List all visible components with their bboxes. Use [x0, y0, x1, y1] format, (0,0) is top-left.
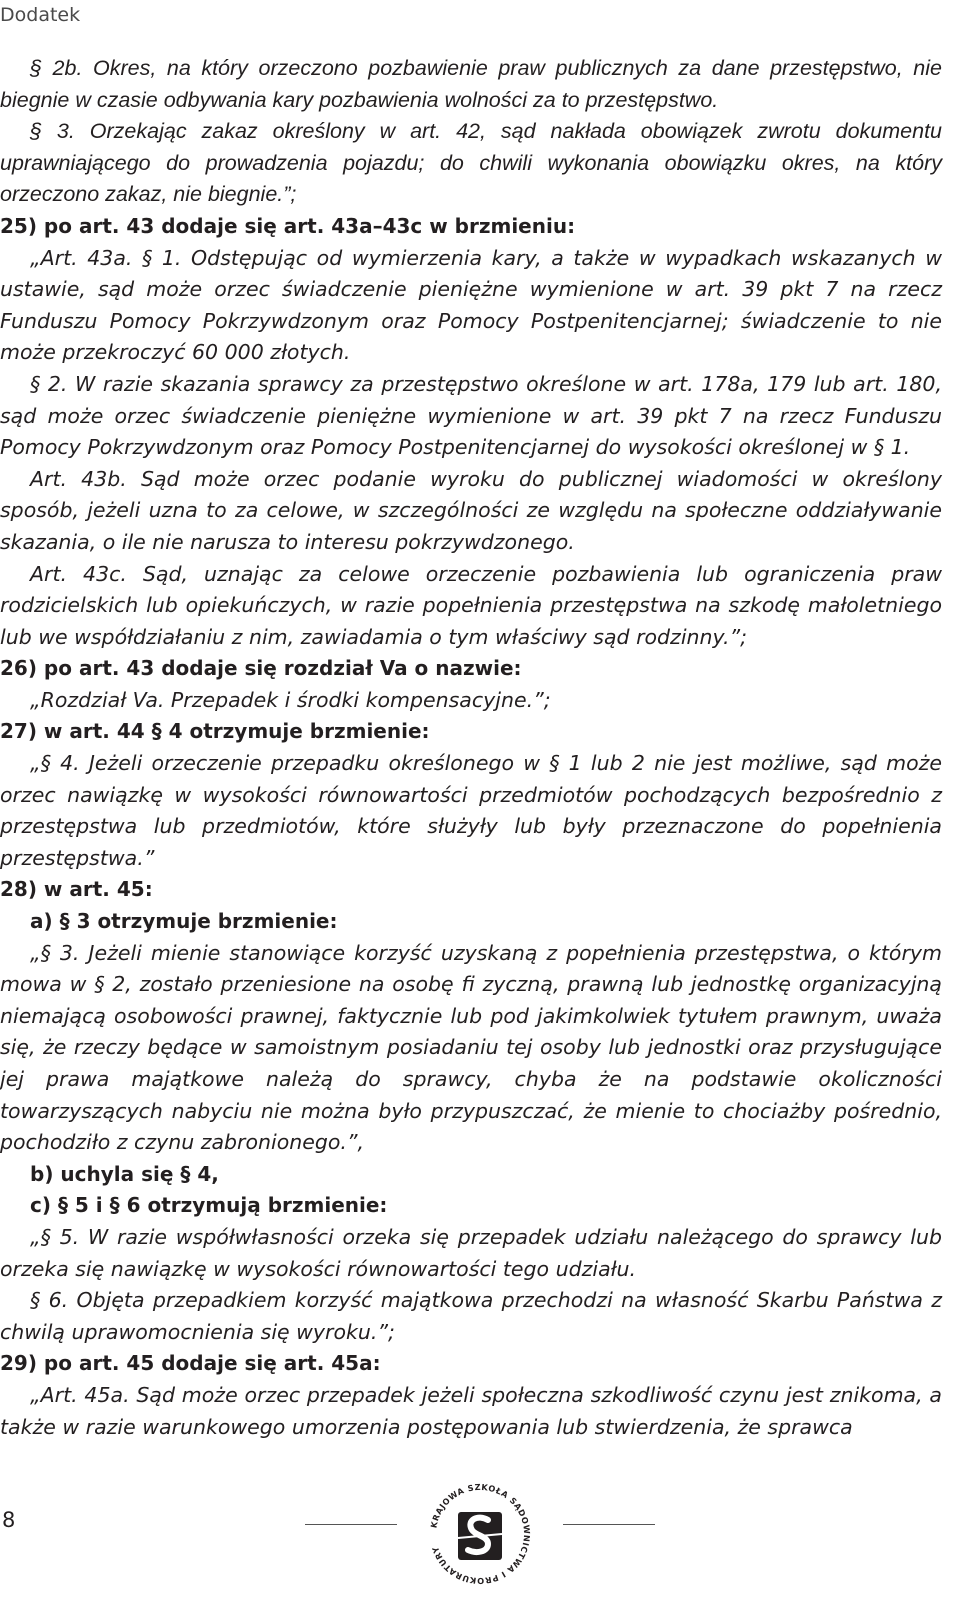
amendment-heading: 28) w art. 45: [0, 877, 153, 902]
paragraph: „Rozdział Va. Przepadek i środki kompensacyjne.”; [30, 687, 551, 712]
svg-text:KRAJOWA SZKOŁA SĄDOWNICTWA I P: KRAJOWA SZKOŁA SĄDOWNICTWA I PROKURATURY [428, 1481, 533, 1587]
amendment-heading: b) uchyla się § 4, [30, 1161, 219, 1186]
paragraph: „§ 4. Jeżeli orzeczenie przepadku określonego w § 1 lub 2 nie jest możliwe, sąd może orzec nawiązkę w wysokości równowartości przedmiotów pochodzących bezpośrednio z przestępstwa lub przedmiotów, które służyły lub były przeznaczone do popełnienia przestępstwa.” [0, 751, 942, 870]
paragraph: § 3. Orzekając zakaz określony w art. 42, sąd nakłada obowiązek zwrotu dokumentu uprawniającego do prowadzenia pojazdu; do chwili wykonania obowiązku okres, na który orzeczono zakaz, nie biegnie.”; [0, 119, 942, 207]
amendment-heading: a) § 3 otrzymuje brzmienie: [30, 909, 338, 934]
amendment-heading: 26) po art. 43 dodaje się rozdział Va o nazwie: [0, 656, 522, 681]
paragraph: Art. 43b. Sąd może orzec podanie wyroku do publicznej wiadomości w określony sposób, jeżeli uzna to za celowe, w szczególności ze względu na społeczne oddziaływanie skazania, o ile nie narusza to interesu pokrzywdzonego. [0, 466, 942, 554]
paragraph: „Art. 45a. Sąd może orzec przepadek jeżeli społeczna szkodliwość czynu jest znikoma, a także w razie warunkowego umorzenia postępowania lub stwierdzenia, że sprawca [0, 1382, 942, 1439]
document-body [0, 53, 942, 1443]
paragraph: Art. 43c. Sąd, uznając za celowe orzeczenie pozbawienia lub ograniczenia praw rodzicielskich lub opiekuńczych, w razie popełnienia przestępstwa na szkodę małoletniego lub we współdziałaniu z nim, zawiadamia o tym właściwy sąd rodzinny.”; [0, 561, 942, 649]
amendment-heading: c) § 5 i § 6 otrzymują brzmienie: [30, 1193, 388, 1218]
amendment-heading: 29) po art. 45 dodaje się art. 45a: [0, 1351, 381, 1376]
running-header: Dodatek [0, 4, 81, 26]
amendment-heading: 25) po art. 43 dodaje się art. 43a–43c w brzmieniu: [0, 213, 576, 238]
paragraph: „§ 5. W razie współwłasności orzeka się przepadek udziału należącego do sprawcy lub orzeka się nawiązkę w wysokości równowartości tego udziału. [0, 1224, 942, 1281]
paragraph: § 6. Objęta przepadkiem korzyść majątkowa przechodzi na własność Skarbu Państwa z chwilą uprawomocnienia się wyroku.”; [0, 1288, 942, 1344]
footer-rule-left [305, 1524, 397, 1525]
paragraph: „Art. 43a. § 1. Odstępując od wymierzenia kary, a także w wypadkach wskazanych w ustawie, sąd może orzec świadczenie pieniężne wymienione w art. 39 pkt 7 na rzecz Funduszu Pomocy Pokrzywdzonym oraz Pomocy Postpenitencjarnej; świadczenie to nie może przekroczyć 60 000 złotych. [0, 245, 942, 365]
paragraph: § 2. W razie skazania sprawcy za przestępstwo określone w art. 178a, 179 lub art. 180, sąd może orzec świadczenie pieniężne wymienione w art. 39 pkt 7 na rzecz Funduszu Pomocy Pokrzywdzonym oraz Pomocy Postpenitencjarnej do wysokości określonej w § 1. [0, 371, 942, 460]
page-number: 8 [2, 1508, 16, 1532]
ksip-seal-logo [422, 1476, 538, 1592]
paragraph: „§ 3. Jeżeli mienie stanowiące korzyść uzyskaną z popełnienia przestępstwa, o którym mowa w § 2, zostało przeniesione na osobę fi zyczną, prawną lub jednostkę organizacyjną niemającą osobowości prawnej, faktycznie lub pod jakimkolwiek tytułem prawnym, uważa się, że rzeczy będące w samoistnym posiadaniu tej osoby lub jednostki oraz przysługujące jej prawa majątkowe należą do sprawcy, chyba że na podstawie okoliczności towarzyszących nabyciu nie można było przypuszczać, że mienie to chociażby pośrednio, pochodziło z czynu zabronionego.”, [0, 940, 942, 1155]
amendment-heading: 27) w art. 44 § 4 otrzymuje brzmienie: [0, 719, 430, 744]
footer-rule-right [563, 1524, 655, 1525]
paragraph: § 2b. Okres, na który orzeczono pozbawienie praw publicznych za dane przestępstwo, nie biegnie w czasie odbywania kary pozbawienia wolności za to przestępstwo. [0, 56, 942, 112]
